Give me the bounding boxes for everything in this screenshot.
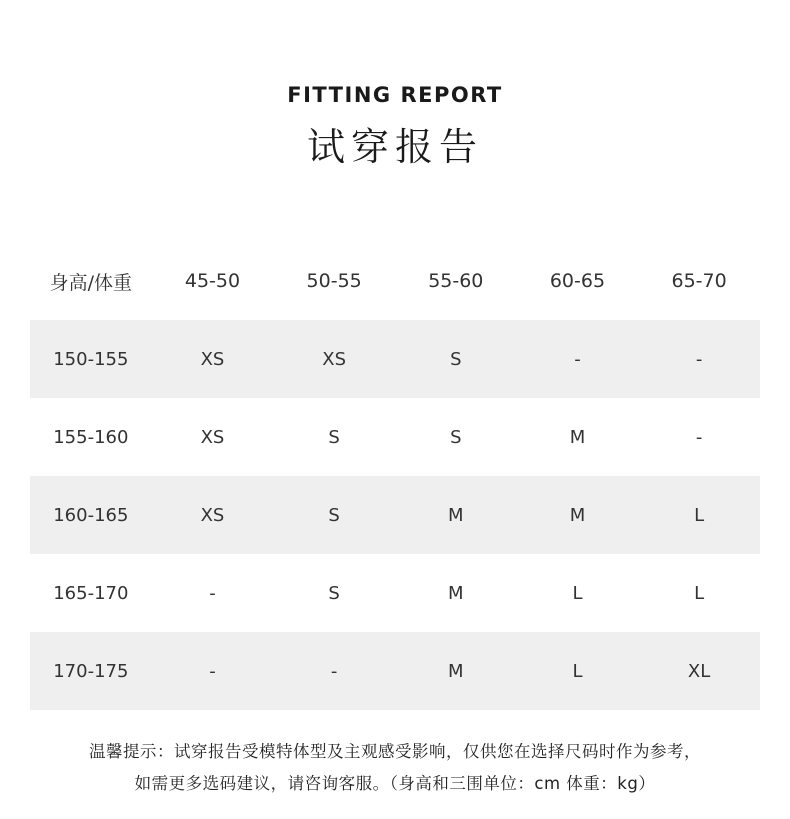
table-cell: 165-170	[53, 582, 129, 604]
table-cell: XS	[322, 348, 347, 370]
page-title-en: FITTING REPORT	[287, 83, 503, 107]
page-title-cn: 试穿报告	[306, 125, 483, 169]
header-cell: 55-60	[428, 270, 484, 292]
table-cell: M	[448, 504, 464, 526]
header-cell: 60-65	[549, 270, 606, 292]
table-cell: -	[209, 660, 216, 682]
table-cell: S	[328, 582, 340, 604]
table-cell: -	[330, 660, 338, 682]
table-cell: L	[572, 660, 583, 682]
table-cell: 160-165	[53, 504, 129, 526]
note-line-2: 如需更多选码建议，请咨询客服。（身高和三围单位：cm 体重：kg）	[134, 774, 656, 793]
table-row	[30, 476, 760, 554]
table-cell: -	[209, 582, 216, 604]
table-cell: M	[448, 582, 464, 604]
table-cell: XS	[200, 348, 225, 370]
table-row	[30, 398, 760, 476]
header-cell: 50-55	[306, 270, 362, 292]
table-header-row	[30, 242, 760, 320]
table-cell: -	[695, 426, 703, 448]
table-cell: 150-155	[53, 348, 129, 370]
table-row	[30, 554, 760, 632]
note-line-1: 温馨提示：试穿报告受模特体型及主观感受影响，仅供您在选择尺码时作为参考，	[89, 742, 701, 761]
table-cell: S	[328, 426, 340, 448]
table-cell: -	[695, 348, 703, 370]
table-row	[30, 632, 760, 710]
size-table	[30, 242, 760, 710]
table-cell: S	[450, 348, 462, 370]
table-cell: M	[569, 426, 586, 448]
table-cell: -	[574, 348, 581, 370]
table-cell: L	[694, 582, 705, 604]
table-cell: XS	[200, 426, 225, 448]
table-cell: L	[572, 582, 583, 604]
table-cell: 155-160	[53, 426, 129, 448]
header-cell: 65-70	[671, 270, 727, 292]
table-cell: XS	[200, 504, 225, 526]
table-cell: L	[694, 504, 705, 526]
table-cell: XL	[687, 660, 711, 682]
table-cell: M	[569, 504, 586, 526]
table-cell: S	[328, 504, 340, 526]
table-row	[30, 320, 760, 398]
table-cell: 170-175	[53, 660, 129, 682]
table-cell: M	[448, 660, 464, 682]
table-cell: S	[450, 426, 462, 448]
header-cell: 身高/体重	[49, 271, 133, 294]
header-cell: 45-50	[184, 270, 241, 292]
